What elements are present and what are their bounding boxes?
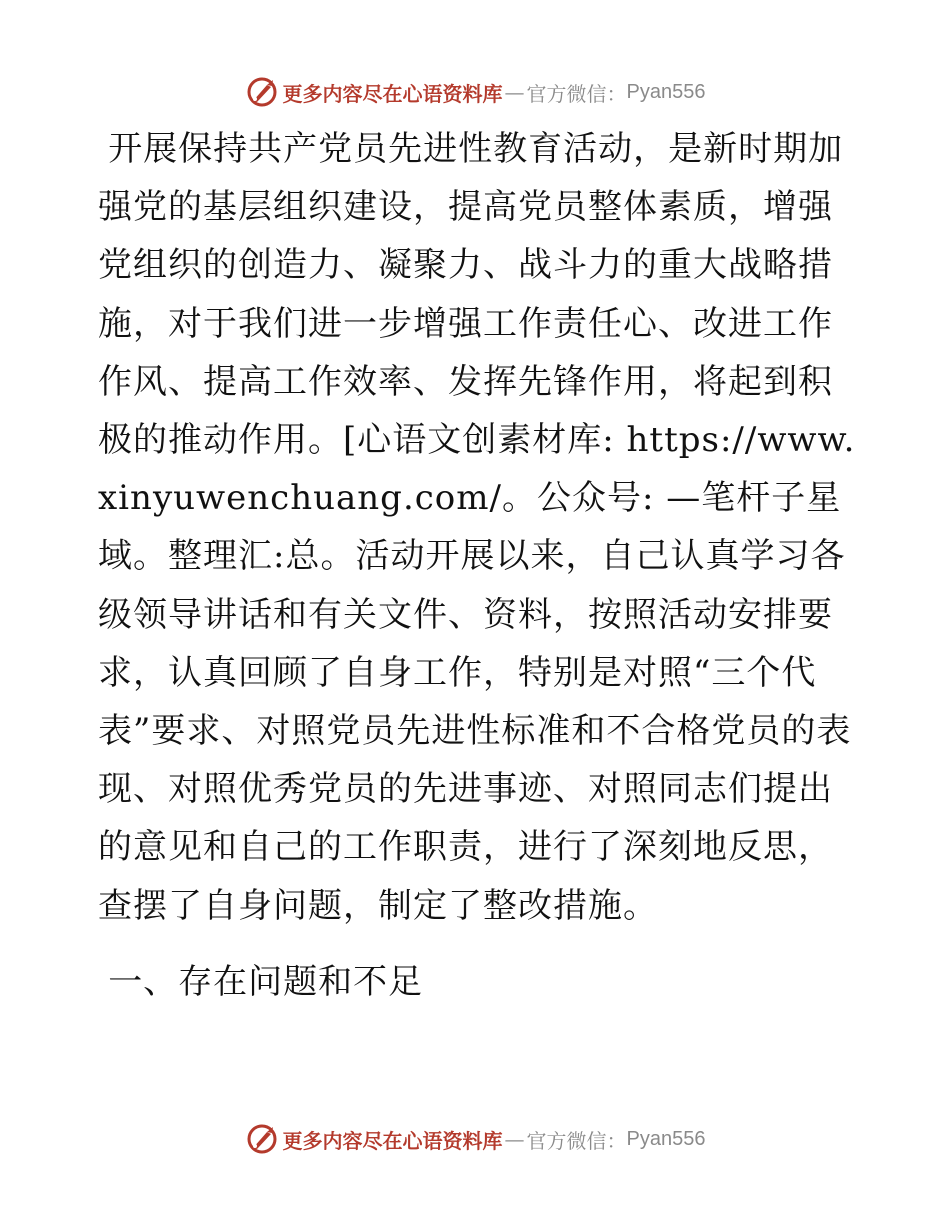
header-banner [0, 72, 950, 112]
banner-brand-text: 更多内容尽在心语资料库 [282, 81, 503, 106]
banner-official-label: 官方微信： [526, 81, 627, 106]
banner-brand-text: 更多内容尽在心语资料库 [282, 1128, 503, 1153]
banner-dash: — [504, 80, 525, 104]
banner-official-label: 官方微信： [526, 1128, 627, 1153]
body-paragraph: 开展保持共产党员先进性教育活动，是新时期加强党的基层组织建设，提高党员整体素质，增强党组织的创造力、凝聚力、战斗力的重大战略措施，对于我们进一步增强工作责任心、改进工作作风、提高工作效率、发挥先锋作用，将起到积极的推动作用。[心语文创素材库: https://www.xinyuwenchuang.com/。公众号: —笔杆子星域。整理汇:总。活动开展以来，自己认真学习各级领导讲话和有关文件、资料，按照活动安排要求，认真回顾了自身工作，特别是对照“三个代表”要求、对照党员先进性标准和不合格党员的表现、对照优秀党员的先进事迹、对照同志们提出的意见和自己的工作职责，进行了深刻地反思，查摆了自身问题，制定了整改措施。 [98, 129, 856, 926]
section-heading: 一、存在问题和不足 [108, 961, 424, 1002]
document-body [98, 120, 858, 1011]
banner-wechat-id: Pyan556 [626, 80, 706, 103]
banner-dash: — [504, 1127, 525, 1151]
banner-wechat-id: Pyan556 [626, 1127, 706, 1150]
quill-logo-icon [245, 75, 279, 109]
quill-logo-icon [245, 1122, 279, 1156]
footer-banner [0, 1119, 950, 1159]
